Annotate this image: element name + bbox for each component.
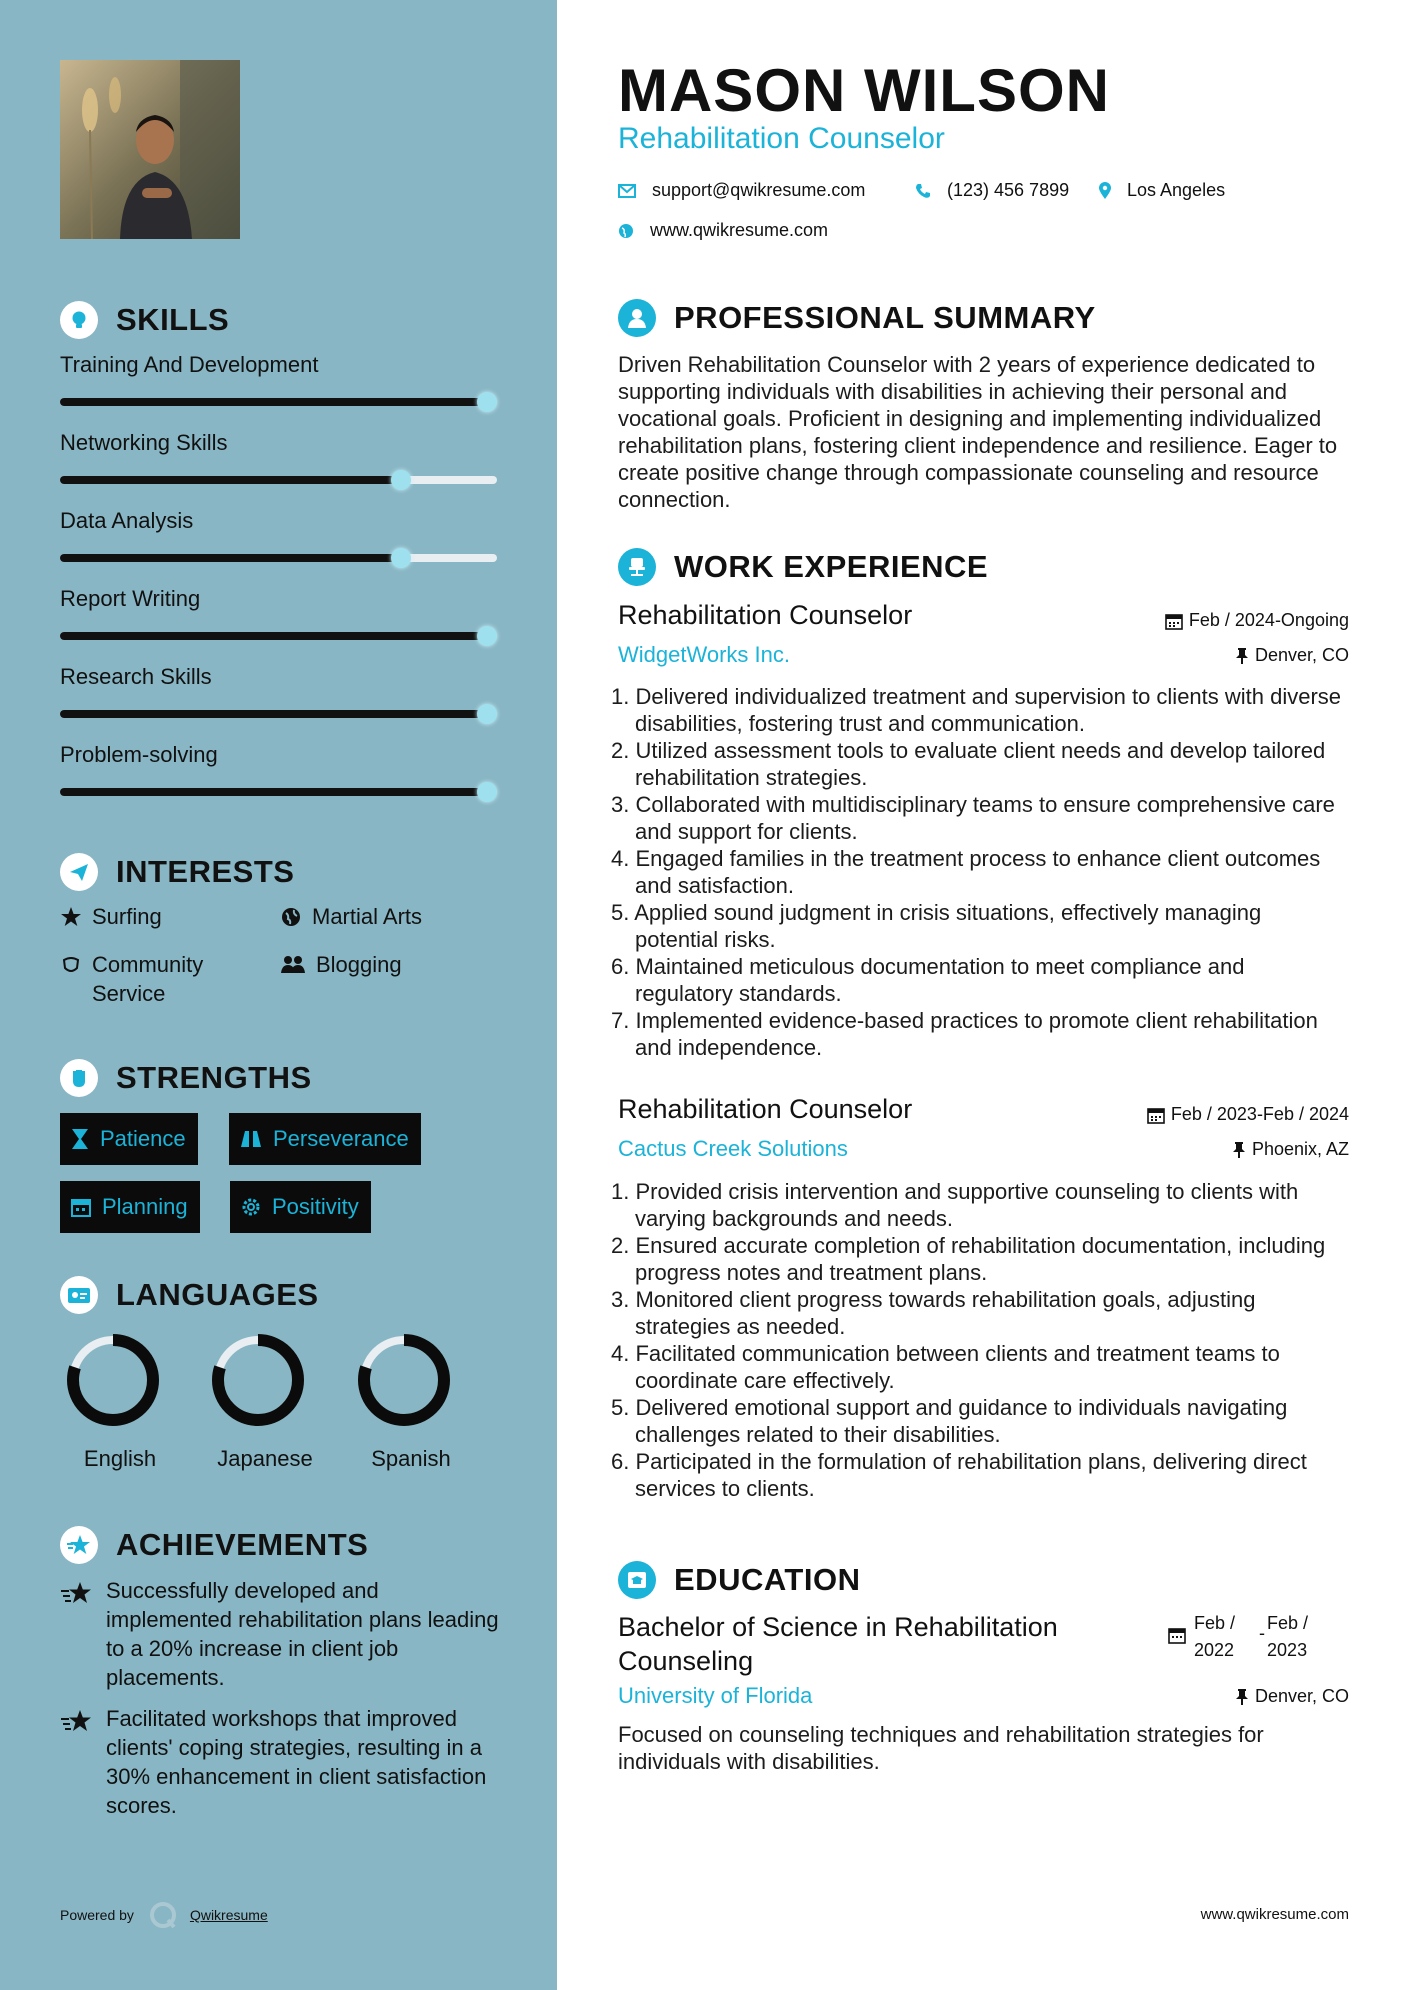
globe-icon [280,906,302,928]
education-date-separator: - [1259,1623,1266,1643]
contact-website [618,220,828,241]
location-text: Los Angeles [1127,180,1226,200]
skill-label: Research Skills [60,664,212,689]
contact-location [1099,180,1225,201]
job-location-text: Phoenix, AZ [1251,1139,1349,1159]
lightbulb-icon [60,301,98,339]
skill-bar [60,632,497,640]
strength-badge [60,1181,200,1233]
users-icon [280,954,306,976]
job-bullet: 2. Ensured accurate completion of rehabilitation documentation, including progress notes and treatment plans. [611,1233,1326,1285]
skills-heading [60,301,229,339]
interest-label: Surfing [92,904,162,929]
interests-heading [60,853,294,891]
experience-heading [618,548,988,586]
strength-label: Patience [100,1126,186,1151]
footer-website[interactable]: www.qwikresume.com [1200,1906,1349,1923]
paper-plane-icon [60,853,98,891]
candidate-name: MASON WILSON [618,57,1110,124]
skill-bar [60,476,497,484]
skill-bar-fill [60,788,487,796]
graduation-cap-icon [618,1561,656,1599]
education-title: EDUCATION [674,1562,861,1597]
job-bullet: 3. Collaborated with multidisciplinary teams to ensure comprehensive care and support for clients. [611,792,1335,844]
contact-phone [915,180,1069,201]
education-start-date [1194,1610,1235,1664]
skill-bar [60,788,497,796]
candidate-role: Rehabilitation Counselor [618,122,945,155]
email-text[interactable]: support@qwikresume.com [652,180,866,200]
job-bullet: 5. Delivered emotional support and guidance to individuals navigating challenges related to their disabilities. [611,1395,1288,1447]
globe-icon [618,223,634,239]
skill-bar-fill [60,554,401,562]
office-chair-icon [618,548,656,586]
interest-label: Community Service [92,952,204,1006]
achievement-item [60,1576,500,1692]
education-start-line1: Feb / [1194,1613,1236,1633]
education-location [1235,1686,1349,1707]
achievement-item [60,1704,500,1820]
education-description: Focused on counseling techniques and rehabilitation strategies for individuals with disabilities. [618,1722,1264,1774]
skill-bar-fill [60,632,487,640]
job-dates-text: Feb / 2023-Feb / 2024 [1170,1104,1349,1124]
skill-bar-fill [60,398,487,406]
star-icon [60,1580,94,1606]
education-location-text: Denver, CO [1254,1686,1349,1706]
strengths-heading [60,1059,312,1097]
skill-bar-knob [391,548,411,568]
skill-bar-knob [477,392,497,412]
job-bullet: 6. Maintained meticulous documentation to meet compliance and regulatory standards. [611,954,1245,1006]
skill-bar-knob [477,626,497,646]
qwikresume-logo-icon [148,1900,178,1930]
phone-text[interactable]: (123) 456 7899 [947,180,1070,200]
strength-label: Perseverance [273,1126,409,1151]
skill-label: Networking Skills [60,430,228,455]
sidebar [0,0,557,1990]
language-ring [210,1332,306,1428]
company-name: Cactus Creek Solutions [618,1136,848,1161]
job-dates-text: Feb / 2024-Ongoing [1188,610,1349,630]
strength-label: Planning [102,1194,188,1219]
skill-bar [60,554,497,562]
achievements-title: ACHIEVEMENTS [116,1527,369,1562]
phone-icon [915,183,931,199]
job-bullet: 3. Monitored client progress towards rehabilitation goals, adjusting strategies as needed. [611,1287,1256,1339]
education-start-line2: 2022 [1194,1640,1235,1660]
job-bullets [611,683,1346,1061]
job-bullet: 2. Utilized assessment tools to evaluate client needs and develop tailored rehabilitation strategies. [611,738,1326,790]
education-end-date [1267,1610,1308,1664]
job-bullet: 1. Provided crisis intervention and supportive counseling to clients with varying backgrounds and needs. [611,1179,1299,1231]
hourglass-icon [70,1128,90,1150]
job-bullet: 7. Implemented evidence-based practices to promote client rehabilitation and independence. [611,1008,1318,1060]
achievements-heading [60,1526,368,1564]
calendar-icon [70,1196,92,1218]
job-title: Rehabilitation Counselor [618,600,913,630]
job-dates [1165,610,1349,631]
profile-photo [60,60,240,239]
strengths-title: STRENGTHS [116,1060,312,1095]
skill-bar-fill [60,710,487,718]
interest-label: Blogging [316,952,402,977]
languages-title: LANGUAGES [116,1277,319,1312]
interests-title: INTERESTS [116,854,295,889]
skill-bar [60,710,497,718]
powered-by-label: Powered by [60,1907,134,1923]
job-bullet: 4. Facilitated communication between clients and treatment teams to coordinate care effectively. [611,1341,1280,1393]
skill-bar-knob [391,470,411,490]
job-location [1235,645,1349,666]
interest-item [280,902,422,931]
interest-item [280,950,402,979]
id-card-icon [60,1276,98,1314]
job-location [1232,1139,1349,1160]
language-ring [356,1332,452,1428]
powered-by [60,1900,268,1930]
contact-email [618,180,865,201]
skill-label: Report Writing [60,586,201,611]
job-location-text: Denver, CO [1254,645,1349,665]
language-label: English [83,1446,157,1471]
website-text[interactable]: www.qwikresume.com [650,220,829,240]
qwikresume-link[interactable]: Qwikresume [189,1907,268,1923]
education-end-line2: 2023 [1267,1640,1308,1660]
binoculars-icon [239,1129,263,1149]
job-dates [1147,1104,1349,1125]
skill-bar-fill [60,476,401,484]
job-bullet: 6. Participated in the formulation of rehabilitation plans, delivering direct services to clients. [611,1449,1307,1501]
pushpin-icon [1235,647,1249,665]
language-ring [65,1332,161,1428]
interest-label: Martial Arts [312,904,423,929]
school-name: University of Florida [618,1683,813,1708]
job-bullets [611,1178,1346,1502]
star-badge-icon [60,1526,98,1564]
interest-item [60,902,162,931]
pushpin-icon [1232,1141,1246,1159]
job-bullet: 1. Delivered individualized treatment and supervision to clients with diverse disabilities, fostering trust and communication. [611,684,1342,736]
job-bullet: 5. Applied sound judgment in crisis situations, effectively managing potential risks. [611,900,1262,952]
experience-title: WORK EXPERIENCE [674,549,989,584]
strength-badge [230,1181,371,1233]
languages-heading [60,1276,319,1314]
pushpin-icon [1235,1688,1249,1706]
fist-icon [60,1059,98,1097]
skill-label: Training And Development [60,352,319,377]
strength-label: Positivity [272,1194,359,1219]
degree-title: Bachelor of Science in Rehabilitation Counseling [618,1612,1058,1676]
skill-label: Problem-solving [60,742,218,767]
map-pin-icon [1099,182,1111,200]
summary-text: Driven Rehabilitation Counselor with 2 years of experience dedicated to supporting individuals with disabilities in achieving their personal and vocational goals. Proficient in designing and implementing individualized rehabilitation plans, fostering client independence and resilience. Eager to create positive change through compassionate counseling and resource connection. [618,352,1338,512]
calendar-icon [1168,1626,1186,1644]
interest-item [60,950,260,1008]
skill-bar-knob [477,704,497,724]
language-label: Japanese [217,1446,313,1471]
star-icon [60,906,82,928]
skill-bar-knob [477,782,497,802]
user-icon [618,299,656,337]
hand-icon [60,954,82,976]
gear-icon [240,1196,262,1218]
education-heading [618,1561,860,1599]
company-name: WidgetWorks Inc. [618,642,790,667]
achievement-text: Successfully developed and implemented rehabilitation plans leading to a 20% increase in client job placements. [106,1578,499,1690]
achievement-text: Facilitated workshops that improved clients' coping strategies, resulting in a 30% enhancement in client satisfaction scores. [106,1706,487,1818]
calendar-icon [1165,612,1183,630]
calendar-icon [1147,1106,1165,1124]
strength-badge [229,1113,421,1165]
summary-title: PROFESSIONAL SUMMARY [674,300,1096,335]
education-end-line1: Feb / [1267,1613,1309,1633]
skill-bar [60,398,497,406]
education-dates [1168,1610,1308,1664]
star-icon [60,1708,94,1734]
language-label: Spanish [371,1446,451,1471]
strength-badge [60,1113,198,1165]
summary-heading [618,299,1096,337]
envelope-icon [618,184,636,198]
skills-title: SKILLS [116,302,230,337]
skill-label: Data Analysis [60,508,194,533]
job-title: Rehabilitation Counselor [618,1094,913,1124]
job-bullet: 4. Engaged families in the treatment process to enhance client outcomes and satisfaction. [611,846,1321,898]
